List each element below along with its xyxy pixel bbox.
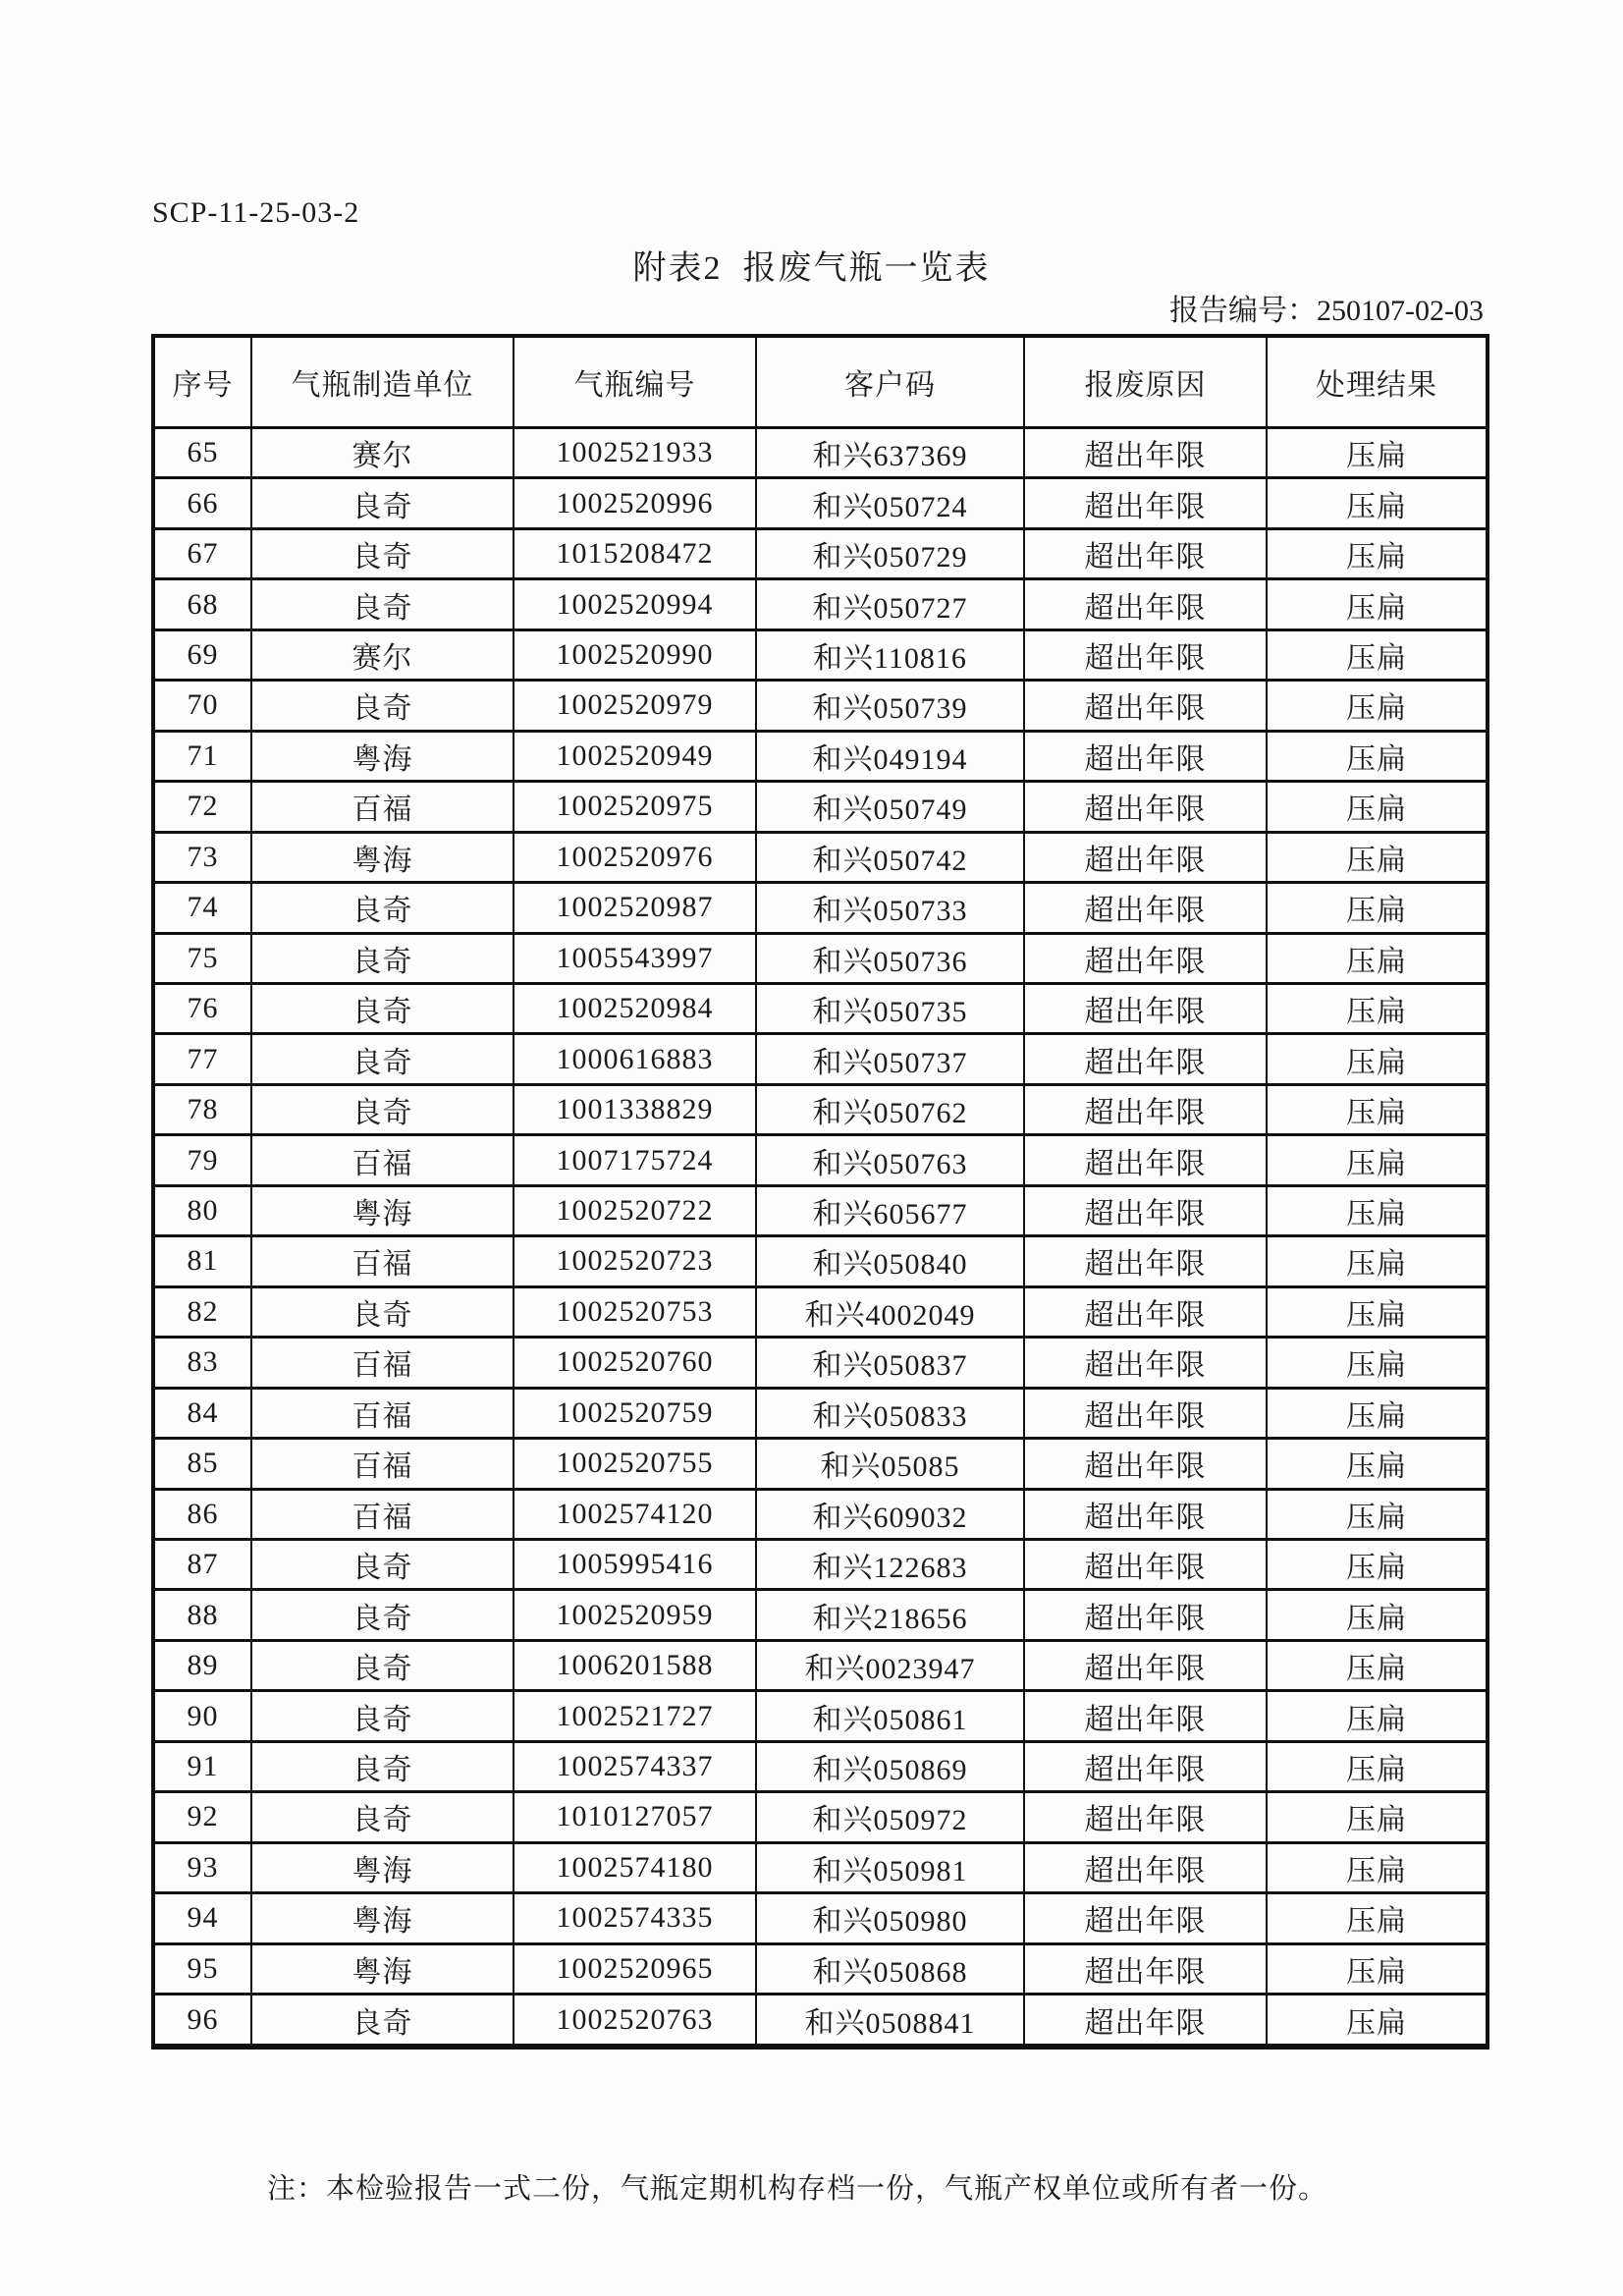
cell-cylinder-no: 1002520976 [514,832,756,882]
cell-scrap-reason: 超出年限 [1024,1741,1267,1791]
cell-manufacturer: 良奇 [251,1792,514,1842]
cell-cylinder-no: 1002520990 [514,629,756,680]
table-row [153,1185,1488,1235]
cell-customer-code: 和兴050737 [756,1034,1024,1084]
cell-manufacturer: 良奇 [251,1286,514,1337]
table-row [153,579,1488,629]
cell-cylinder-no: 1002520959 [514,1590,756,1640]
cell-serial: 66 [153,478,251,528]
cell-cylinder-no: 1002520975 [514,782,756,832]
cell-serial: 73 [153,832,251,882]
cell-serial: 92 [153,1792,251,1842]
table-row [153,428,1488,478]
cell-scrap-reason: 超出年限 [1024,1792,1267,1842]
cell-result: 压扁 [1267,832,1488,882]
cell-customer-code: 和兴4002049 [756,1286,1024,1337]
cell-manufacturer: 良奇 [251,681,514,731]
cell-serial: 94 [153,1893,251,1943]
cell-cylinder-no: 1002574120 [514,1489,756,1539]
cell-cylinder-no: 1002520753 [514,1286,756,1337]
cell-manufacturer: 百福 [251,1135,514,1185]
cell-customer-code: 和兴050861 [756,1691,1024,1741]
cell-result: 压扁 [1267,782,1488,832]
cell-serial: 76 [153,983,251,1033]
cell-result: 压扁 [1267,983,1488,1033]
cell-customer-code: 和兴050762 [756,1084,1024,1134]
cell-customer-code: 和兴049194 [756,731,1024,781]
cell-customer-code: 和兴609032 [756,1489,1024,1539]
cell-manufacturer: 粤海 [251,731,514,781]
cell-cylinder-no: 1005995416 [514,1539,756,1589]
cell-serial: 75 [153,933,251,983]
cell-serial: 78 [153,1084,251,1134]
table-row [153,883,1488,933]
cell-cylinder-no: 1006201588 [514,1640,756,1690]
cell-result: 压扁 [1267,1640,1488,1690]
cell-scrap-reason: 超出年限 [1024,731,1267,781]
table-row [153,731,1488,781]
cell-serial: 95 [153,1943,251,1994]
cell-scrap-reason: 超出年限 [1024,832,1267,882]
cell-cylinder-no: 1000616883 [514,1034,756,1084]
table-row [153,1034,1488,1084]
table-row [153,1388,1488,1438]
cell-cylinder-no: 1002574180 [514,1842,756,1892]
table-row [153,1236,1488,1286]
cell-manufacturer: 粤海 [251,1842,514,1892]
cell-manufacturer: 良奇 [251,1590,514,1640]
cell-manufacturer: 良奇 [251,478,514,528]
cell-cylinder-no: 1002520760 [514,1338,756,1388]
cell-customer-code: 和兴050869 [756,1741,1024,1791]
cell-customer-code: 和兴050837 [756,1338,1024,1388]
cell-customer-code: 和兴050749 [756,782,1024,832]
cell-scrap-reason: 超出年限 [1024,1893,1267,1943]
cell-scrap-reason: 超出年限 [1024,1590,1267,1640]
cell-scrap-reason: 超出年限 [1024,1539,1267,1589]
doc-code: SCP-11-25-03-2 [152,196,360,229]
cell-result: 压扁 [1267,528,1488,578]
cell-cylinder-no: 1010127057 [514,1792,756,1842]
cell-customer-code: 和兴05085 [756,1439,1024,1489]
cell-serial: 88 [153,1590,251,1640]
cell-customer-code: 和兴050972 [756,1792,1024,1842]
column-header-manufacturer: 气瓶制造单位 [251,336,514,428]
cell-result: 压扁 [1267,1995,1488,2047]
cell-customer-code: 和兴050742 [756,832,1024,882]
cell-result: 压扁 [1267,1286,1488,1337]
cell-scrap-reason: 超出年限 [1024,428,1267,478]
cell-customer-code: 和兴218656 [756,1590,1024,1640]
cell-manufacturer: 良奇 [251,1995,514,2047]
cell-cylinder-no: 1002520722 [514,1185,756,1235]
cell-serial: 71 [153,731,251,781]
cell-result: 压扁 [1267,1792,1488,1842]
column-header-cylinder-no: 气瓶编号 [514,336,756,428]
cell-manufacturer: 粤海 [251,1943,514,1994]
cell-scrap-reason: 超出年限 [1024,782,1267,832]
report-number-value: 250107-02-03 [1317,295,1484,327]
cell-cylinder-no: 1002520755 [514,1439,756,1489]
cell-scrap-reason: 超出年限 [1024,1084,1267,1134]
cell-result: 压扁 [1267,933,1488,983]
cell-manufacturer: 良奇 [251,1640,514,1690]
cell-customer-code: 和兴637369 [756,428,1024,478]
cell-customer-code: 和兴605677 [756,1185,1024,1235]
cell-manufacturer: 良奇 [251,1084,514,1134]
cell-cylinder-no: 1002520987 [514,883,756,933]
column-header-customer-code: 客户码 [756,336,1024,428]
cell-manufacturer: 良奇 [251,579,514,629]
cell-manufacturer: 百福 [251,1489,514,1539]
cell-cylinder-no: 1002520965 [514,1943,756,1994]
column-header-serial: 序号 [153,336,251,428]
table-row [153,832,1488,882]
cell-manufacturer: 良奇 [251,983,514,1033]
cell-customer-code: 和兴0023947 [756,1640,1024,1690]
cell-serial: 90 [153,1691,251,1741]
cell-serial: 86 [153,1489,251,1539]
cell-serial: 81 [153,1236,251,1286]
cell-scrap-reason: 超出年限 [1024,933,1267,983]
cell-cylinder-no: 1002520984 [514,983,756,1033]
cell-cylinder-no: 1002520949 [514,731,756,781]
cell-manufacturer: 良奇 [251,1691,514,1741]
cell-scrap-reason: 超出年限 [1024,1691,1267,1741]
cell-serial: 89 [153,1640,251,1690]
cell-manufacturer: 赛尔 [251,428,514,478]
table-body [153,428,1488,2048]
cell-customer-code: 和兴050733 [756,883,1024,933]
cell-manufacturer: 百福 [251,1236,514,1286]
cell-serial: 85 [153,1439,251,1489]
cell-result: 压扁 [1267,1893,1488,1943]
cell-result: 压扁 [1267,883,1488,933]
cell-scrap-reason: 超出年限 [1024,478,1267,528]
cell-serial: 82 [153,1286,251,1337]
cell-serial: 67 [153,528,251,578]
cell-serial: 68 [153,579,251,629]
cell-cylinder-no: 1002520994 [514,579,756,629]
table-row [153,681,1488,731]
cell-customer-code: 和兴050763 [756,1135,1024,1185]
table-row [153,983,1488,1033]
cell-result: 压扁 [1267,1439,1488,1489]
table-row [153,1286,1488,1337]
table-row [153,629,1488,680]
cell-scrap-reason: 超出年限 [1024,579,1267,629]
cell-serial: 79 [153,1135,251,1185]
table-row [153,1943,1488,1994]
table-row [153,1792,1488,1842]
cell-serial: 65 [153,428,251,478]
cell-scrap-reason: 超出年限 [1024,1489,1267,1539]
cell-cylinder-no: 1002520723 [514,1236,756,1286]
cell-scrap-reason: 超出年限 [1024,1640,1267,1690]
cell-customer-code: 和兴050724 [756,478,1024,528]
cell-scrap-reason: 超出年限 [1024,983,1267,1033]
cell-manufacturer: 良奇 [251,1034,514,1084]
cell-manufacturer: 百福 [251,782,514,832]
cell-scrap-reason: 超出年限 [1024,1236,1267,1286]
cell-manufacturer: 良奇 [251,1539,514,1589]
cell-result: 压扁 [1267,1590,1488,1640]
cell-result: 压扁 [1267,1236,1488,1286]
cell-serial: 70 [153,681,251,731]
cell-serial: 83 [153,1338,251,1388]
report-number-label: 报告编号： [1169,295,1318,327]
table-row [153,1539,1488,1589]
cell-result: 压扁 [1267,681,1488,731]
cell-result: 压扁 [1267,731,1488,781]
cell-scrap-reason: 超出年限 [1024,1842,1267,1892]
cell-result: 压扁 [1267,1338,1488,1388]
cell-result: 压扁 [1267,428,1488,478]
cell-customer-code: 和兴050981 [756,1842,1024,1892]
cell-scrap-reason: 超出年限 [1024,883,1267,933]
cell-serial: 77 [153,1034,251,1084]
cell-manufacturer: 良奇 [251,1741,514,1791]
cell-result: 压扁 [1267,1185,1488,1235]
cell-cylinder-no: 1015208472 [514,528,756,578]
cell-scrap-reason: 超出年限 [1024,681,1267,731]
cell-serial: 96 [153,1995,251,2047]
table-row [153,1135,1488,1185]
cell-cylinder-no: 1002574337 [514,1741,756,1791]
cell-result: 压扁 [1267,1691,1488,1741]
table-row [153,1995,1488,2047]
cell-cylinder-no: 1002574335 [514,1893,756,1943]
column-header-scrap-reason: 报废原因 [1024,336,1267,428]
cell-serial: 93 [153,1842,251,1892]
table-row [153,1590,1488,1640]
cell-manufacturer: 粤海 [251,1185,514,1235]
cell-cylinder-no: 1002520979 [514,681,756,731]
cell-serial: 74 [153,883,251,933]
cell-result: 压扁 [1267,1539,1488,1589]
cell-serial: 87 [153,1539,251,1589]
cell-scrap-reason: 超出年限 [1024,1995,1267,2047]
table-row [153,1741,1488,1791]
cell-result: 压扁 [1267,1084,1488,1134]
cell-customer-code: 和兴050735 [756,983,1024,1033]
cell-manufacturer: 良奇 [251,933,514,983]
cell-customer-code: 和兴050729 [756,528,1024,578]
table-row [153,1893,1488,1943]
table-header-row [153,336,1488,428]
table-row [153,1084,1488,1134]
scrap-cylinder-table [151,334,1489,2050]
cell-cylinder-no: 1007175724 [514,1135,756,1185]
cell-manufacturer: 百福 [251,1439,514,1489]
cell-manufacturer: 良奇 [251,528,514,578]
cell-scrap-reason: 超出年限 [1024,1286,1267,1337]
table-row [153,478,1488,528]
table-row [153,933,1488,983]
cell-result: 压扁 [1267,629,1488,680]
cell-scrap-reason: 超出年限 [1024,629,1267,680]
cell-manufacturer: 粤海 [251,1893,514,1943]
cell-customer-code: 和兴0508841 [756,1995,1024,2047]
table-row [153,1691,1488,1741]
cell-scrap-reason: 超出年限 [1024,1338,1267,1388]
cell-serial: 72 [153,782,251,832]
cell-serial: 80 [153,1185,251,1235]
cell-manufacturer: 粤海 [251,832,514,882]
table-row [153,1338,1488,1388]
cell-result: 压扁 [1267,1943,1488,1994]
cell-manufacturer: 百福 [251,1338,514,1388]
cell-manufacturer: 赛尔 [251,629,514,680]
cell-result: 压扁 [1267,1034,1488,1084]
cell-result: 压扁 [1267,1489,1488,1539]
cell-cylinder-no: 1002520759 [514,1388,756,1438]
cell-customer-code: 和兴050980 [756,1893,1024,1943]
cell-serial: 91 [153,1741,251,1791]
cell-result: 压扁 [1267,478,1488,528]
cell-result: 压扁 [1267,1388,1488,1438]
cell-cylinder-no: 1002521727 [514,1691,756,1741]
cell-scrap-reason: 超出年限 [1024,1185,1267,1235]
cell-cylinder-no: 1002521933 [514,428,756,478]
cell-customer-code: 和兴122683 [756,1539,1024,1589]
cell-cylinder-no: 1002520763 [514,1995,756,2047]
footer-note: 注：本检验报告一式二份，气瓶定期机构存档一份，气瓶产权单位或所有者一份。 [267,2173,1328,2205]
cell-manufacturer: 良奇 [251,883,514,933]
cell-customer-code: 和兴050727 [756,579,1024,629]
cell-scrap-reason: 超出年限 [1024,1439,1267,1489]
table-row [153,528,1488,578]
cell-scrap-reason: 超出年限 [1024,528,1267,578]
cell-scrap-reason: 超出年限 [1024,1135,1267,1185]
table-row [153,1439,1488,1489]
cell-result: 压扁 [1267,1741,1488,1791]
cell-scrap-reason: 超出年限 [1024,1943,1267,1994]
column-header-result: 处理结果 [1267,336,1488,428]
table-row [153,1640,1488,1690]
cell-scrap-reason: 超出年限 [1024,1388,1267,1438]
cell-scrap-reason: 超出年限 [1024,1034,1267,1084]
cell-serial: 69 [153,629,251,680]
cell-cylinder-no: 1002520996 [514,478,756,528]
cell-customer-code: 和兴050739 [756,681,1024,731]
cell-result: 压扁 [1267,1842,1488,1892]
page-title: 附表2 报废气瓶一览表 [632,250,991,287]
cell-customer-code: 和兴110816 [756,629,1024,680]
cell-manufacturer: 百福 [251,1388,514,1438]
cell-result: 压扁 [1267,579,1488,629]
cell-cylinder-no: 1005543997 [514,933,756,983]
table-row [153,782,1488,832]
cell-customer-code: 和兴050868 [756,1943,1024,1994]
cell-serial: 84 [153,1388,251,1438]
cell-customer-code: 和兴050833 [756,1388,1024,1438]
cell-cylinder-no: 1001338829 [514,1084,756,1134]
cell-customer-code: 和兴050736 [756,933,1024,983]
cell-result: 压扁 [1267,1135,1488,1185]
report-number [1169,286,1484,329]
table-row [153,1489,1488,1539]
cell-customer-code: 和兴050840 [756,1236,1024,1286]
table-row [153,1842,1488,1892]
